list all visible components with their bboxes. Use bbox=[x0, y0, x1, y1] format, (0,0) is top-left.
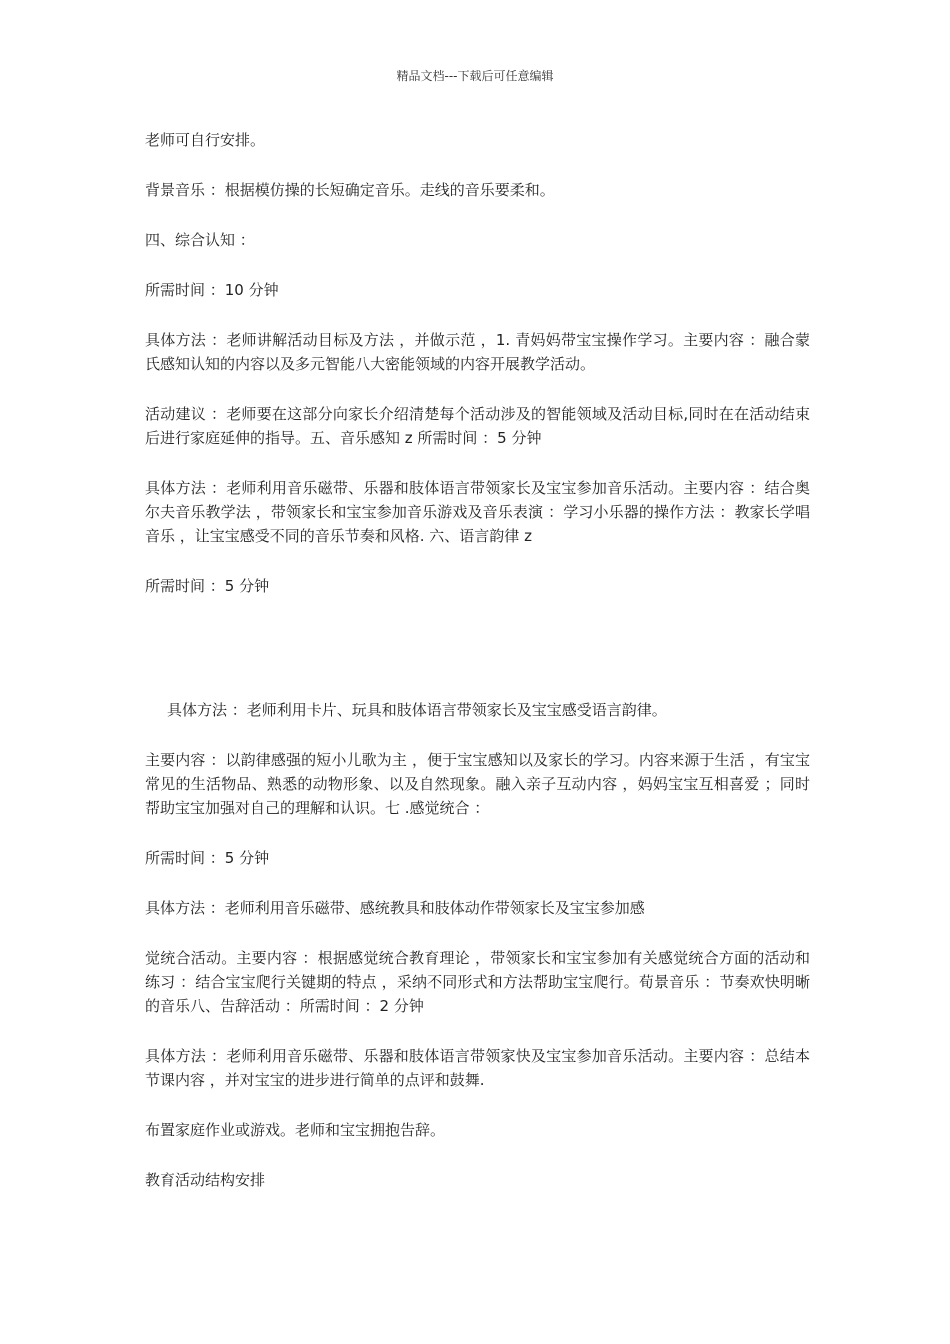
paragraph: 活动建议 ：老师要在这部分向家长介绍清楚每个活动涉及的智能领域及活动目标,同时在在活动结束后进行家庭延伸的指导。五、音乐感知 z 所需时间 ：5 分钟 bbox=[145, 405, 810, 447]
paragraph: 背景音乐 ：根据模仿操的长短确定音乐。走线的音乐要柔和。 bbox=[145, 181, 555, 199]
paragraph: 觉统合活动。主要内容 ：根据感觉统合教育理论 ，带领家长和宝宝参加有关感觉统合方面的活动和练习 ：结合宝宝爬行关键期的特点 ，采纳不同形式和方法帮助宝宝爬行。荀景音乐 ：节奏欢快明晰的音乐八、告辞活动 ：所需时间 ：2 分钟 bbox=[145, 949, 810, 1015]
paragraph: 具体方法 ：老师讲解活动目标及方法 ，并做示范 ，1. 青妈妈带宝宝操作学习。主要内容 ：融合蒙氏感知认知的内容以及多元智能八大密能领域的内容开展教学活动。 bbox=[145, 331, 810, 373]
paragraph: 具体方法 ：老师利用音乐磁带、感统教具和肢体动作带领家长及宝宝参加感 bbox=[145, 899, 645, 917]
paragraph: 四、综合认知 ： bbox=[145, 231, 255, 249]
paragraph: 布置家庭作业或游戏。老师和宝宝拥抱告辞。 bbox=[145, 1121, 446, 1139]
paragraph: 所需时间 ：5 分钟 bbox=[145, 577, 270, 595]
paragraph: 老师可自行安排。 bbox=[145, 131, 266, 149]
paragraph: 具体方法 ：老师利用音乐磁带、乐器和肢体语言带领家长及宝宝参加音乐活动。主要内容 ：结合奥尔夫音乐教学法 ，带领家长和宝宝参加音乐游戏及音乐表演 ：学习小乐器的操作方法 ：教家长学唱音乐 ，让宝宝感受不同的音乐节奏和风格. 六、语言韵律 z bbox=[145, 479, 810, 545]
paragraph: 所需时间 ：10 分钟 bbox=[145, 281, 279, 299]
paragraph: 主要内容 ：以韵律感强的短小儿歌为主 ，便于宝宝感知以及家长的学习。内容来源于生活 ，有宝宝常见的生活物品、熟悉的动物形象、以及自然现象。融入亲子互动内容 ，妈妈宝宝互相喜爱 ；同时帮助宝宝加强对自己的理解和认识。七 .感觉统合 ： bbox=[145, 751, 810, 817]
paragraph: 所需时间 ：5 分钟 bbox=[145, 849, 270, 867]
paragraph: 具体方法 ：老师利用卡片、玩具和肢体语言带领家长及宝宝感受语言韵律。 bbox=[167, 701, 667, 719]
paragraph: 具体方法 ：老师利用音乐磁带、乐器和肢体语言带领家快及宝宝参加音乐活动。主要内容 ：总结本节课内容 ，并对宝宝的进步进行简单的点评和鼓舞. bbox=[145, 1047, 810, 1089]
content-block-1 bbox=[145, 128, 810, 624]
paragraph: 教育活动结构安排 bbox=[145, 1171, 266, 1189]
content-block-2 bbox=[145, 698, 810, 1218]
page-header: 精品文档---下载后可任意编辑 bbox=[396, 69, 554, 83]
